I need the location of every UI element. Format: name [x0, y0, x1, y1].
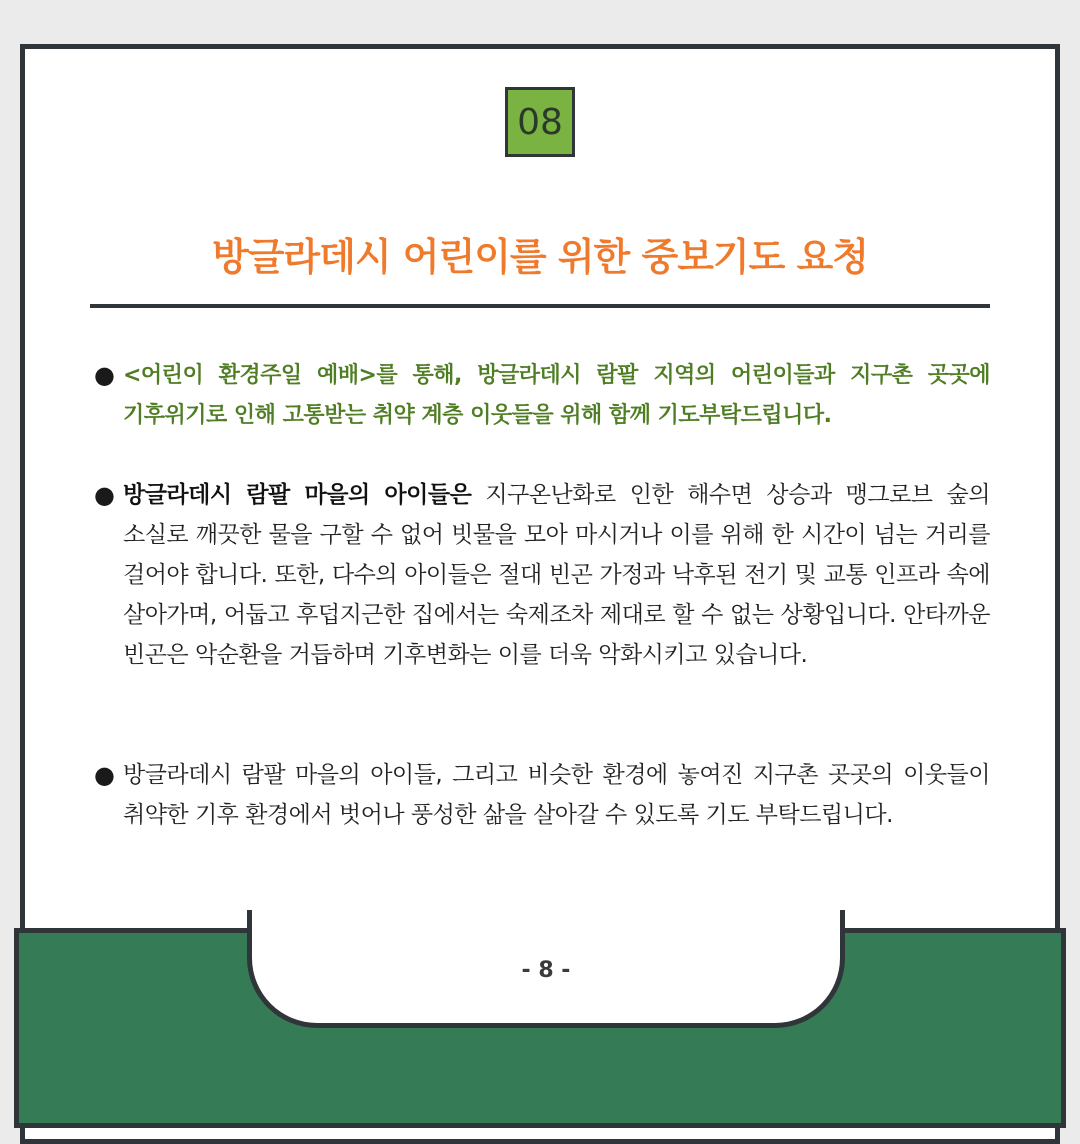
paragraph-2-lead: 방글라데시 람팔 마을의 아이들은	[123, 482, 472, 508]
title-divider	[90, 304, 990, 308]
bullet-icon: ●	[94, 481, 115, 509]
section-number-badge: 08	[505, 87, 575, 157]
bullet-icon: ●	[94, 761, 115, 789]
page-title: 방글라데시 어린이를 위한 중보기도 요청	[212, 235, 868, 279]
paragraph-2	[123, 475, 990, 675]
paragraph-3: 방글라데시 람팔 마을의 아이들, 그리고 비슷한 환경에 놓여진 지구촌 곳곳의 이웃들이 취약한 기후 환경에서 벗어나 풍성한 삶을 살아갈 수 있도록 기도 부탁드립니다.	[123, 762, 990, 828]
page-number: - 8 -	[521, 958, 571, 983]
paragraph-2-body: 지구온난화로 인한 해수면 상승과 맹그로브 숲의 소실로 깨끗한 물을 구할 수 없어 빗물을 모아 마시거나 이를 위해 한 시간이 넘는 거리를 걸어야 합니다. 또한, 다수의 아이들은 절대 빈곤 가정과 낙후된 전기 및 교통 인프라 속에 살아가며, 어둡고 후덥지근한 집에서는 숙제조차 제대로 할 수 없는 상황입니다. 안타까운 빈곤은 악순환을 거듭하며 기후변화는 이를 더욱 악화시키고 있습니다.	[123, 482, 990, 668]
bullet-icon: ●	[94, 361, 115, 389]
paragraph-1: <어린이 환경주일 예배>를 통해, 방글라데시 람팔 지역의 어린이들과 지구촌 곳곳에 기후위기로 인해 고통받는 취약 계층 이웃들을 위해 함께 기도부탁드립니다.	[123, 363, 990, 428]
